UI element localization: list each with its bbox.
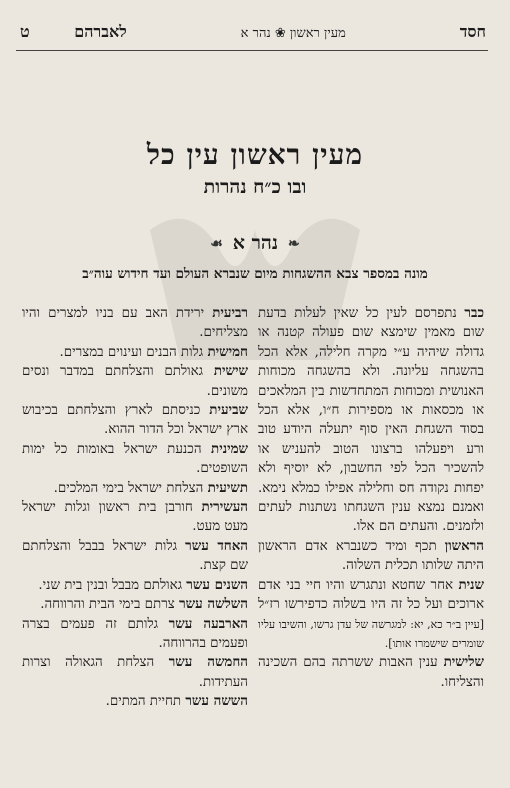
paragraph-text: גאולתם מבבל ובנין בית שני.: [38, 577, 187, 593]
header-left: לאברהם: [74, 22, 127, 41]
paragraph: [22, 479, 248, 498]
paragraph-lead: השלשה עשר: [179, 596, 248, 613]
paragraph-lead: שביעית: [209, 402, 248, 419]
paragraph-text: אחר שחטא ונתגרש והיו חיי בני אדם ארוכים ועל כל זה היו בשלוה כדפירשו רז״ל: [258, 577, 484, 613]
paragraph: [22, 362, 248, 401]
paragraph: [22, 692, 248, 711]
section-heading: [0, 232, 510, 255]
paragraph-lead: תשיעית: [207, 479, 248, 496]
paragraph-text: הכנעת ישראל באומות כל ימות השופטים.: [22, 441, 248, 477]
paragraph-text: כניסתם לארץ והצלחתם בכיבוש ארץ ישראל וכל הדור ההוא.: [22, 403, 248, 438]
paragraph-text: תחיית המתים.: [105, 694, 186, 710]
paragraph-text: גלות הבנים ועינוים במצרים.: [59, 344, 208, 360]
paragraph: [22, 615, 248, 654]
flourish-icon: ❧: [288, 235, 300, 252]
page-title: מעין ראשון עין כל: [146, 138, 364, 171]
paragraph: [22, 576, 248, 595]
paragraph-lead: שלישית: [443, 654, 484, 671]
paragraph: [22, 304, 248, 343]
header-left-group: [20, 22, 127, 42]
paragraph-text: הצלחת הגאולה וצרות העתידות.: [22, 655, 248, 690]
paragraph-lead: השנים עשר: [186, 576, 248, 593]
paragraph-lead: שישית: [213, 363, 248, 380]
paragraph-lead: שנית: [458, 576, 484, 593]
paragraph-text: גלותם זה פעמים בצרה ופעמים בהרווחה.: [22, 616, 248, 651]
paragraph: [258, 537, 484, 576]
flourish-icon: ☙: [210, 235, 223, 252]
paragraph-lead: כבר: [464, 305, 484, 321]
paragraph-text: גאולתם והצלחתם במדבר ונסים משונים.: [22, 364, 248, 399]
right-column: [258, 304, 484, 692]
paragraph-text: צרתם בימי הבית והרווחה.: [40, 597, 180, 613]
paragraph-lead: העשירית: [201, 499, 248, 516]
paragraph-text: ענין האבות ששרתה בהם השכינה והצליחו.: [258, 655, 484, 690]
paragraph-lead: החמשה עשר: [168, 654, 248, 671]
paragraph-lead: הראשון: [444, 537, 484, 554]
paragraph-text: תכף ומיד כשנברא אדם הראשון היתה שלותו תכלית השלוה.: [258, 538, 484, 574]
section-title: נהר א: [232, 232, 279, 254]
section-subheading: מונה במספר צבא ההשגחות מיום שנברא העולם ועד חידוש עוה״ב: [82, 266, 428, 282]
paragraph: [258, 304, 484, 537]
paragraph-text: ירידת האב עם בניו למצרים והיו מצליחים.: [22, 306, 248, 341]
left-column: [22, 304, 248, 712]
running-head: [20, 22, 486, 42]
paragraph: [22, 401, 248, 440]
paragraph-lead: שמינית: [211, 440, 248, 457]
paragraph: [258, 576, 484, 654]
paragraph-text: הצלחת ישראל בימי המלכים.: [53, 480, 208, 496]
paragraph-text: גלות ישראל בבבל והצלחתם שם קצת.: [22, 538, 248, 574]
paragraph-lead: הארבעה עשר: [168, 615, 248, 632]
paragraph: [22, 498, 248, 537]
page-subtitle: ובו כ״ח נהרות: [203, 176, 307, 198]
source-note: [עיין ב״ר כא, יא: למגרשה של עדן גרשו, והשיבו עליו שומרים שישמרו אותו].: [258, 617, 484, 650]
paragraph: [258, 653, 484, 692]
header-rule: [16, 50, 488, 51]
paragraph: [22, 440, 248, 479]
paragraph: [22, 343, 248, 362]
paragraph-lead: חמישית: [207, 343, 248, 360]
paragraph-lead: רביעית: [212, 305, 248, 321]
page-letter: ט: [20, 22, 30, 41]
paragraph: [22, 653, 248, 692]
paragraph-text: חורבן בית ראשון וגלות ישראל מעט מעט.: [22, 500, 248, 535]
paragraph: [22, 537, 248, 576]
paragraph-lead: האחד עשר: [185, 537, 248, 554]
header-right: חסד: [459, 22, 486, 41]
paragraph-lead: הששה עשר: [185, 693, 248, 710]
paragraph: [22, 595, 248, 614]
paragraph-text: נתפרסם לעין כל שאין לעלות בדעת שום מאמין שימצא שום פעולה קטנה או גדולה שיהיה ע״י מקרה חלילה, אלא הכל בהשגחה עליונה. ולא בהשגחה מכוחות האנושית ומכוחות המתחדשות בין המלאכים או מכסאות או מספירות ח״ו, אלא הכל בסוד השגחת האין סוף יתעלה היודע טוב ורע ויפעלהו ברצונו הטוב להעניש או להשכיר הכל לפי החשבון, לא יוסיף ולא יפחות נקודה חס וחלילה אפילו כמלא נימא. ואמנם נמצא ענין השגחתו נשתנות לעתים ולזמנים. והעתים הם אלו.: [258, 306, 484, 535]
header-center: מעין ראשון ❀ נהר א: [240, 26, 346, 41]
